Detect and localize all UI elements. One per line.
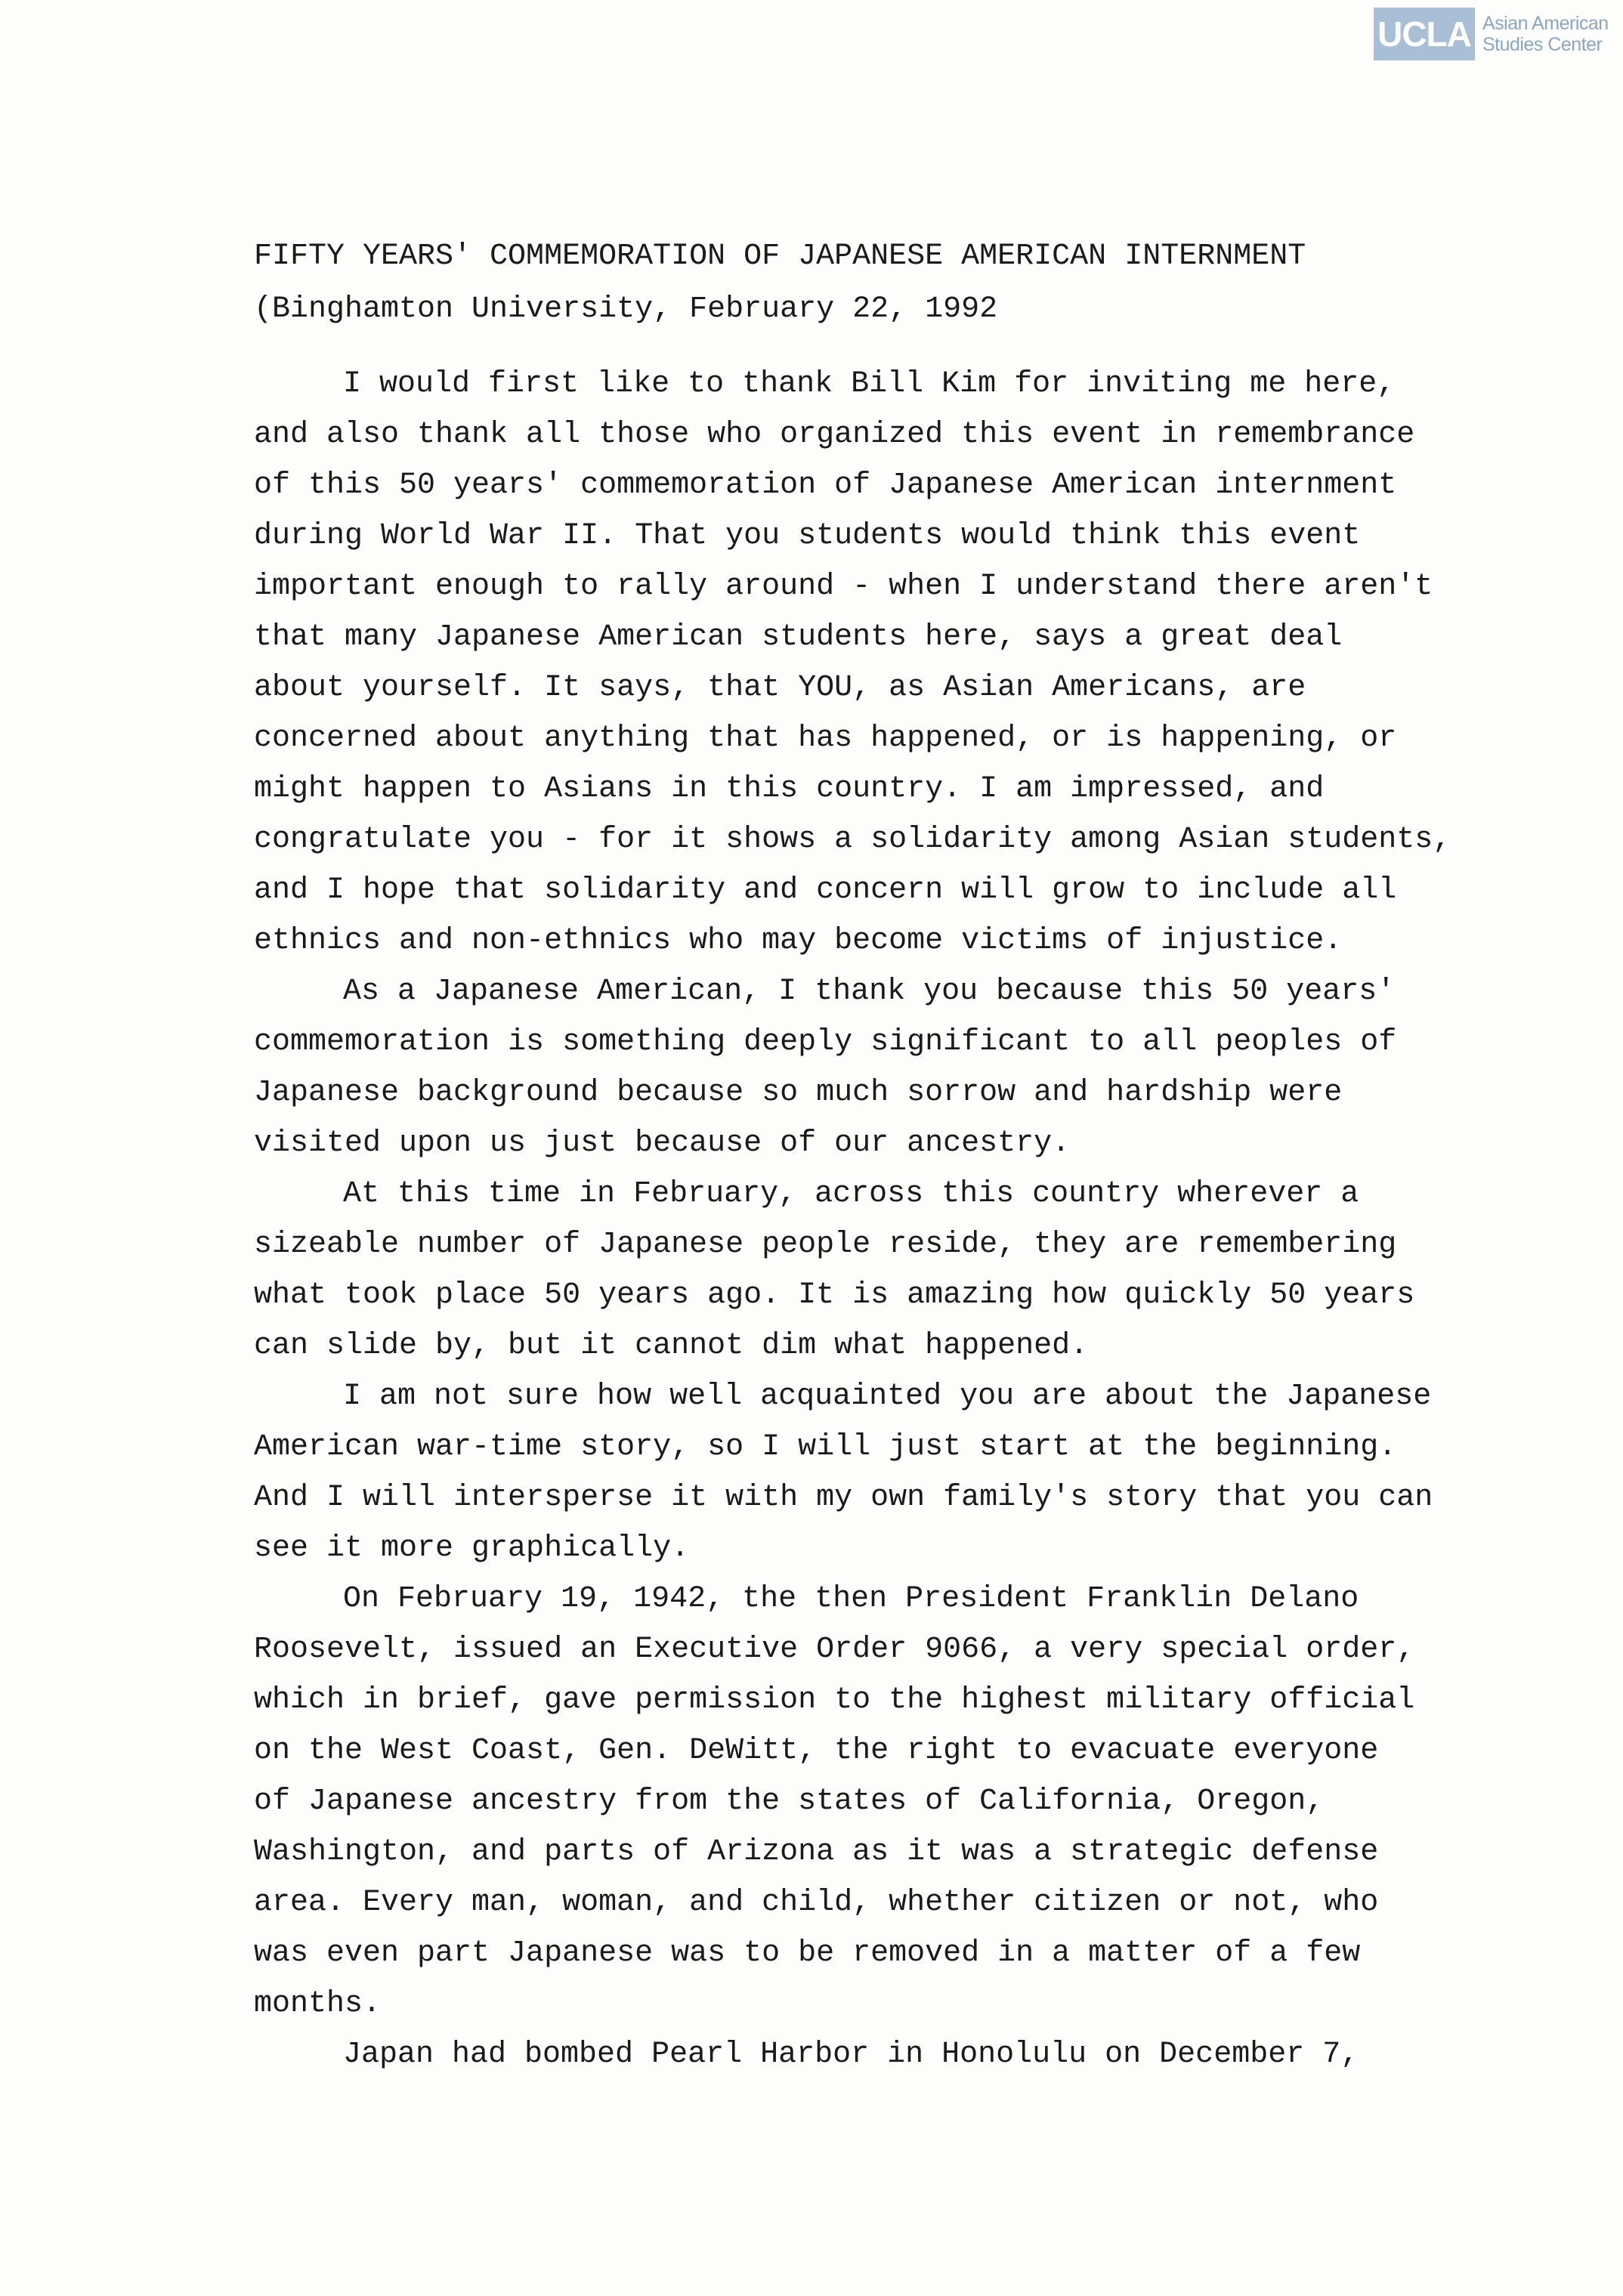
- paragraph: [254, 1169, 1433, 1371]
- text-line: Roosevelt, issued an Executive Order 9066, a very special order,: [254, 1633, 1415, 1667]
- logo-caption-line-2: Studies Center: [1482, 34, 1603, 55]
- logo-caption-line-1: Asian American: [1482, 13, 1609, 34]
- ucla-logo-box: UCLA: [1374, 8, 1475, 60]
- text-line: months.: [254, 1987, 382, 2021]
- text-line: commemoration is something deeply significant to all peoples of: [254, 1025, 1397, 1059]
- text-line: of Japanese ancestry from the states of California, Oregon,: [254, 1785, 1325, 1819]
- text-line: And I will intersperse it with my own family's story that you can: [254, 1481, 1433, 1515]
- document-title: FIFTY YEARS' COMMEMORATION OF JAPANESE AMERICAN INTERNMENT: [254, 239, 1306, 273]
- text-line: can slide by, but it cannot dim what happened.: [254, 1329, 1089, 1363]
- text-line: that many Japanese American students here, says a great deal: [254, 620, 1343, 654]
- text-line: which in brief, gave permission to the highest military official: [254, 1683, 1415, 1717]
- text-line: important enough to rally around - when I understand there aren't: [254, 570, 1433, 604]
- text-line: At this time in February, across this country wherever a: [343, 1177, 1359, 1211]
- paragraph: [254, 1574, 1433, 2029]
- text-line: visited upon us just because of our ancestry.: [254, 1126, 1071, 1160]
- text-line: area. Every man, woman, and child, whether citizen or not, who: [254, 1886, 1379, 1920]
- text-line: American war-time story, so I will just start at the beginning.: [254, 1430, 1397, 1464]
- text-line: congratulate you - for it shows a solidarity among Asian students,: [254, 823, 1451, 857]
- text-line: On February 19, 1942, the then President Franklin Delano: [343, 1582, 1359, 1616]
- text-line: and I hope that solidarity and concern will grow to include all: [254, 873, 1397, 907]
- text-line: As a Japanese American, I thank you because this 50 years': [343, 975, 1396, 1009]
- typed-speech: [254, 230, 1451, 2080]
- paragraph: [254, 1371, 1433, 1574]
- paragraph: [254, 966, 1433, 1169]
- text-line: ethnics and non-ethnics who may become victims of injustice.: [254, 924, 1343, 958]
- logo-caption: [1482, 13, 1609, 55]
- text-line: Washington, and parts of Arizona as it was a strategic defense: [254, 1835, 1379, 1869]
- text-line: on the West Coast, Gen. DeWitt, the right to evacuate everyone: [254, 1734, 1379, 1768]
- text-line: I would first like to thank Bill Kim for inviting me here,: [343, 367, 1396, 401]
- text-line: was even part Japanese was to be removed in a matter of a few: [254, 1936, 1361, 1970]
- text-line: during World War II. That you students would think this event: [254, 519, 1361, 553]
- text-line: see it more graphically.: [254, 1531, 690, 1565]
- text-line: might happen to Asians in this country. I am impressed, and: [254, 772, 1325, 806]
- text-line: Japanese background because so much sorrow and hardship were: [254, 1076, 1343, 1110]
- paragraph: [254, 2029, 1433, 2080]
- text-line: Japan had bombed Pearl Harbor in Honolulu on December 7,: [343, 2038, 1359, 2072]
- text-line: what took place 50 years ago. It is amazing how quickly 50 years: [254, 1278, 1415, 1312]
- body-text: [254, 359, 1451, 2080]
- document-subtitle: (Binghamton University, February 22, 1992: [254, 292, 998, 326]
- paragraph: [254, 359, 1451, 966]
- text-line: I am not sure how well acquainted you are about the Japanese: [343, 1380, 1432, 1414]
- ucla-aasc-logo: [1374, 8, 1609, 60]
- text-line: concerned about anything that has happened, or is happening, or: [254, 722, 1397, 756]
- text-line: sizeable number of Japanese people reside, they are remembering: [254, 1228, 1397, 1262]
- text-line: about yourself. It says, that YOU, as Asian Americans, are: [254, 671, 1306, 705]
- text-line: and also thank all those who organized this event in remembrance: [254, 418, 1415, 452]
- text-line: of this 50 years' commemoration of Japanese American internment: [254, 468, 1397, 502]
